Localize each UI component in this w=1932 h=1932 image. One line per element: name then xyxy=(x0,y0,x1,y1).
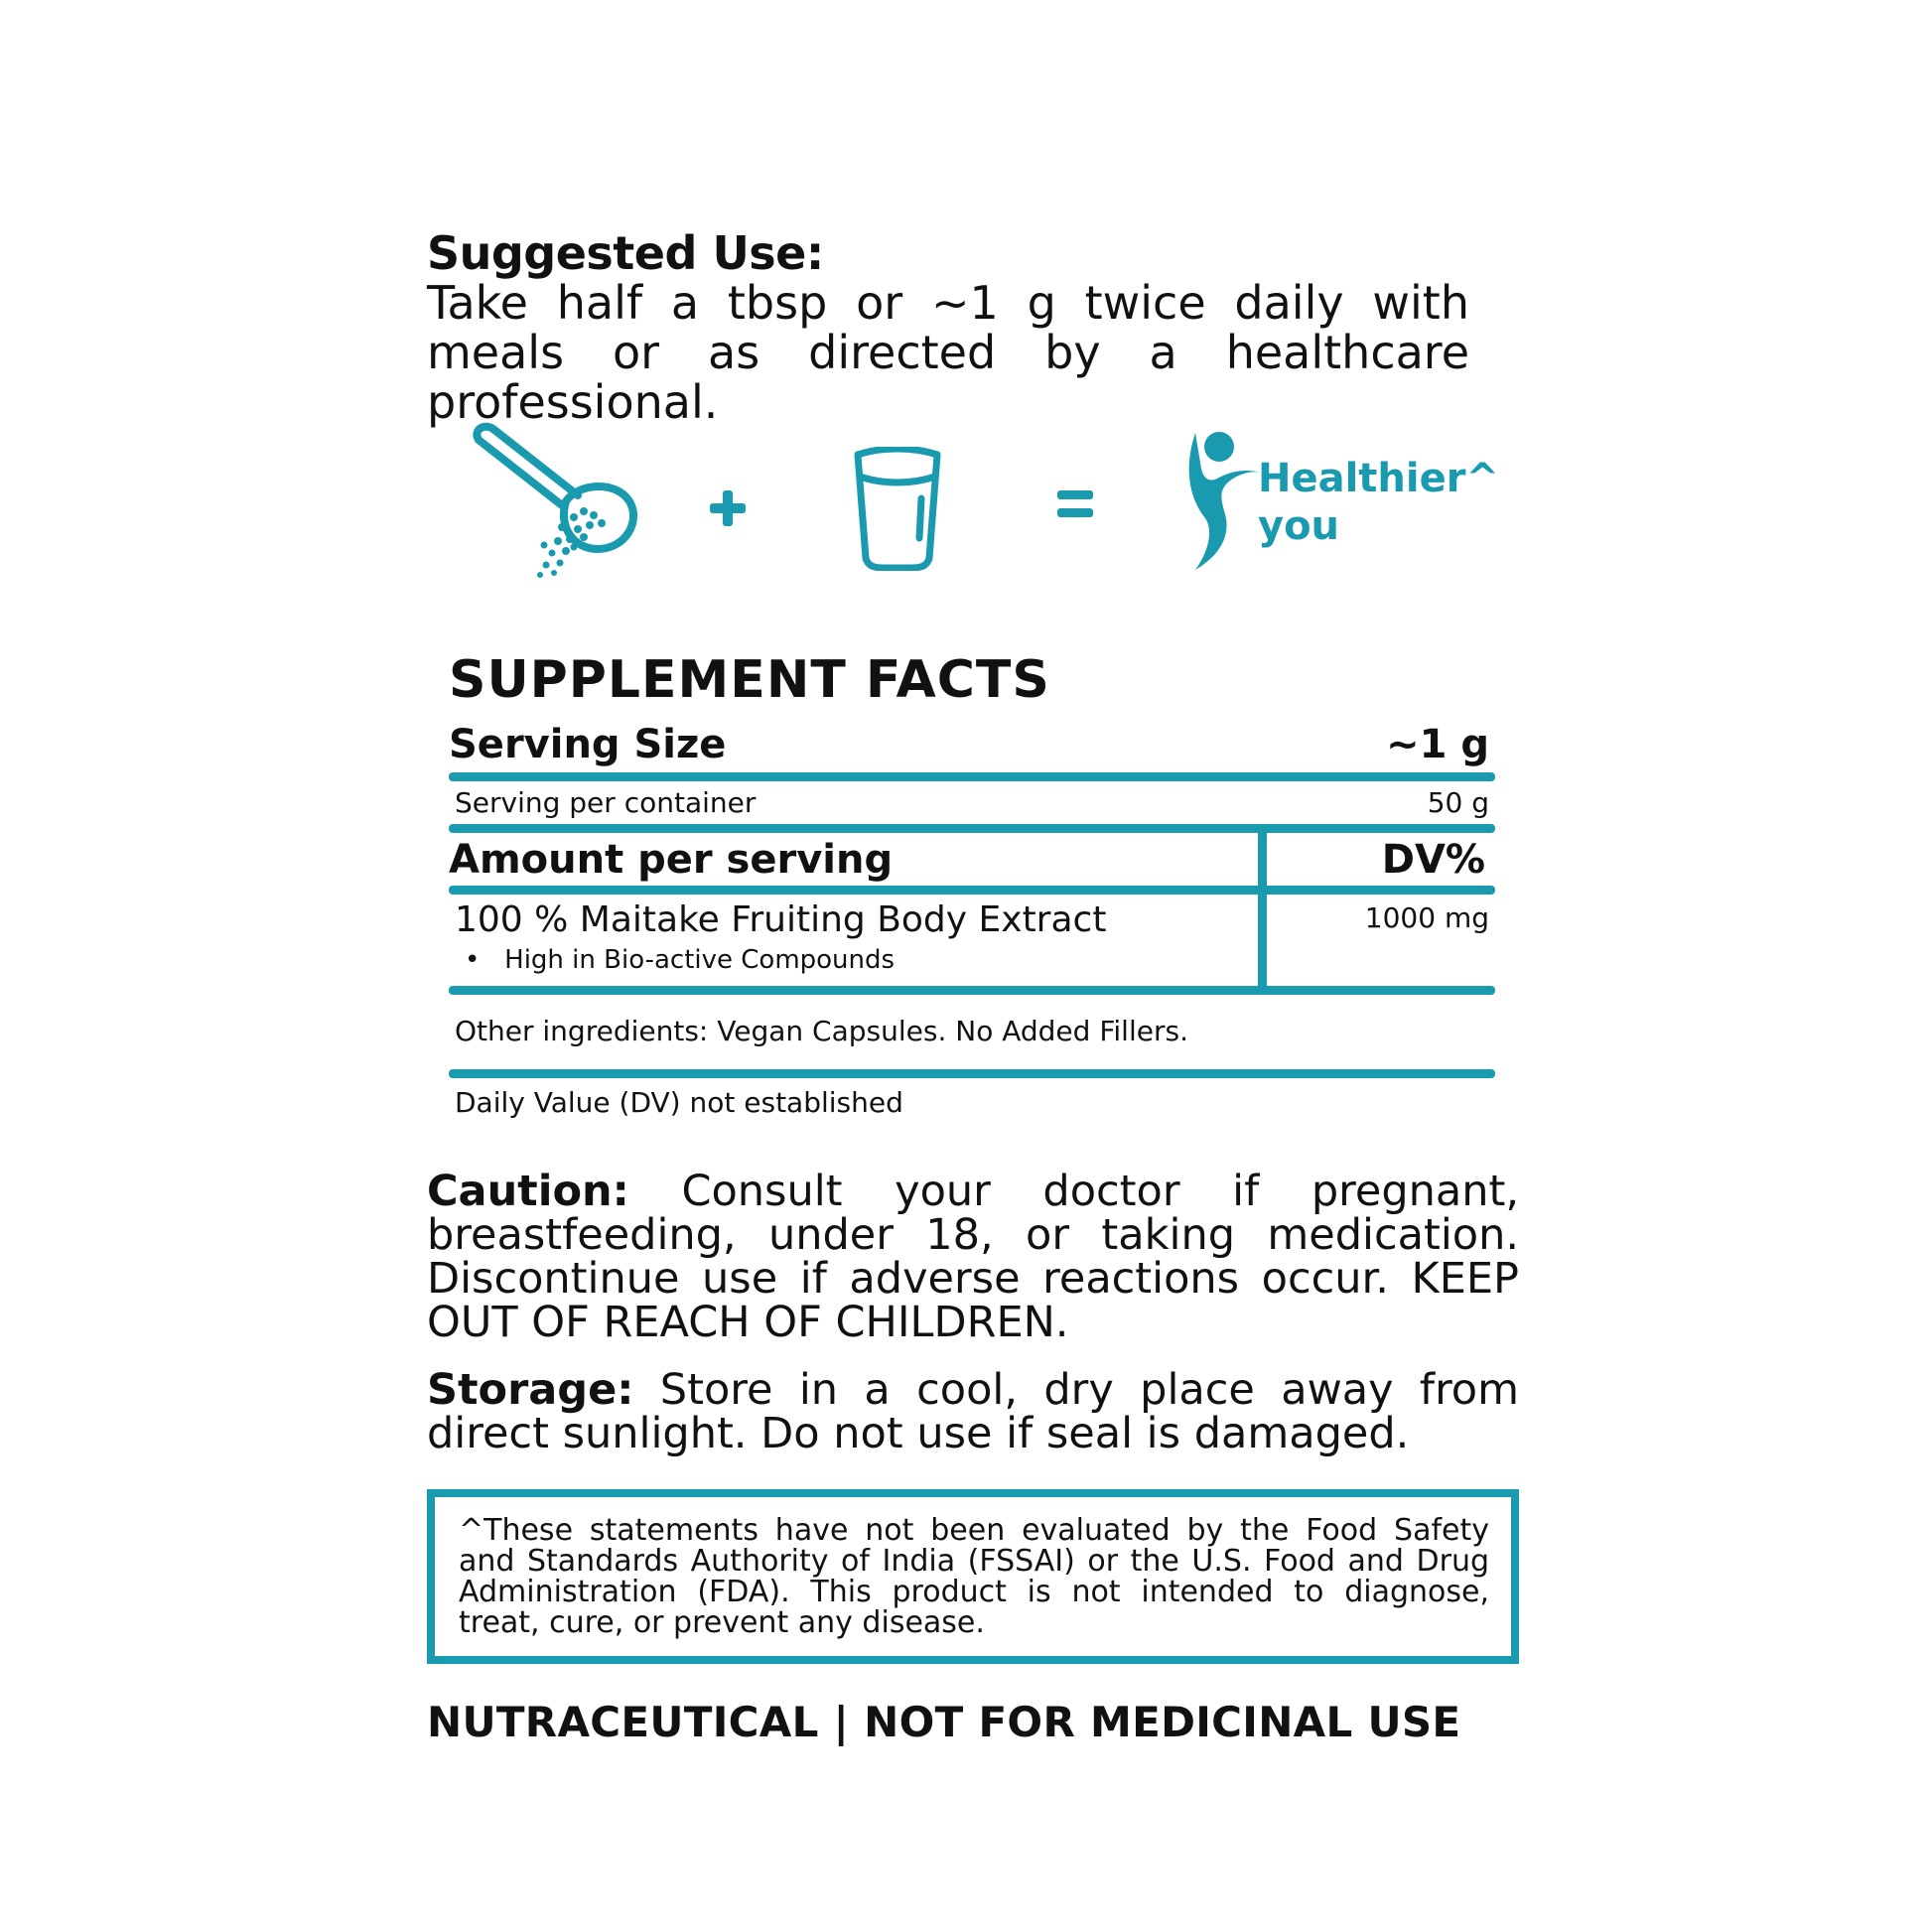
caution-paragraph xyxy=(427,1167,1519,1347)
caution-text: Consult your doctor if pregnant, breastfeeding, under 18, or taking medication. Discontinue use if adverse reactions occur. KEEP OUT OF REACH OF CHILDREN. xyxy=(427,1167,1519,1347)
suggested-use-text: Take half a tbsp or ~1 g twice daily with meals or as directed by a healthcare professional. xyxy=(427,276,1469,429)
healthier-you-text xyxy=(1258,455,1499,550)
servings-per-container-label: Serving per container xyxy=(455,786,757,819)
ingredient-amount: 1000 mg xyxy=(1364,901,1489,934)
daily-value-note: Daily Value (DV) not established xyxy=(455,1086,903,1119)
serving-size-value: ~1 g xyxy=(1386,722,1489,767)
caution-label: Caution: xyxy=(427,1167,629,1216)
healthier-line-2: you xyxy=(1258,503,1340,549)
facts-rule-3 xyxy=(449,886,1495,895)
bullet-dot: • xyxy=(465,945,505,975)
facts-rule-5 xyxy=(449,1069,1495,1078)
serving-size-label: Serving Size xyxy=(449,722,727,767)
servings-per-container-value: 50 g xyxy=(1427,786,1489,819)
supplement-facts-title: SUPPLEMENT FACTS xyxy=(449,650,1050,710)
plus-icon xyxy=(708,488,748,528)
healthy-person-icon xyxy=(1173,429,1263,573)
facts-rule-2 xyxy=(449,824,1495,833)
suggested-use-heading: Suggested Use: xyxy=(427,226,824,280)
amount-per-serving-label: Amount per serving xyxy=(449,837,894,883)
dv-percent-label: DV% xyxy=(1381,837,1485,883)
disclaimer-box xyxy=(427,1489,1519,1664)
storage-paragraph xyxy=(427,1365,1519,1458)
spoon-powder-icon xyxy=(467,422,645,581)
ingredient-name: 100 % Maitake Fruiting Body Extract xyxy=(455,899,1107,940)
disclaimer-text: ^These statements have not been evaluated by the Food Safety and Standards Authority of India (FSSAI) or the U.S. Food and Drug Administration (FDA). This product is not intended to diagnose, treat, cure, or prevent any disease. xyxy=(459,1513,1489,1640)
ingredient-bullet-text: High in Bio-active Compounds xyxy=(504,945,896,975)
storage-text: Store in a cool, dry place away from direct sunlight. Do not use if seal is damaged. xyxy=(427,1365,1519,1458)
equals-icon xyxy=(1055,488,1095,520)
ingredient-bullet-item xyxy=(465,945,895,975)
facts-rule-1 xyxy=(449,772,1495,781)
facts-column-divider xyxy=(1258,833,1267,994)
glass-of-water-icon xyxy=(852,447,943,571)
other-ingredients-text: Other ingredients: Vegan Capsules. No Added Fillers. xyxy=(455,1015,1188,1047)
healthier-line-1: Healthier^ xyxy=(1258,456,1499,501)
facts-rule-4 xyxy=(449,986,1495,995)
storage-label: Storage: xyxy=(427,1365,634,1415)
footer-notice: NUTRACEUTICAL | NOT FOR MEDICINAL USE xyxy=(427,1698,1461,1746)
